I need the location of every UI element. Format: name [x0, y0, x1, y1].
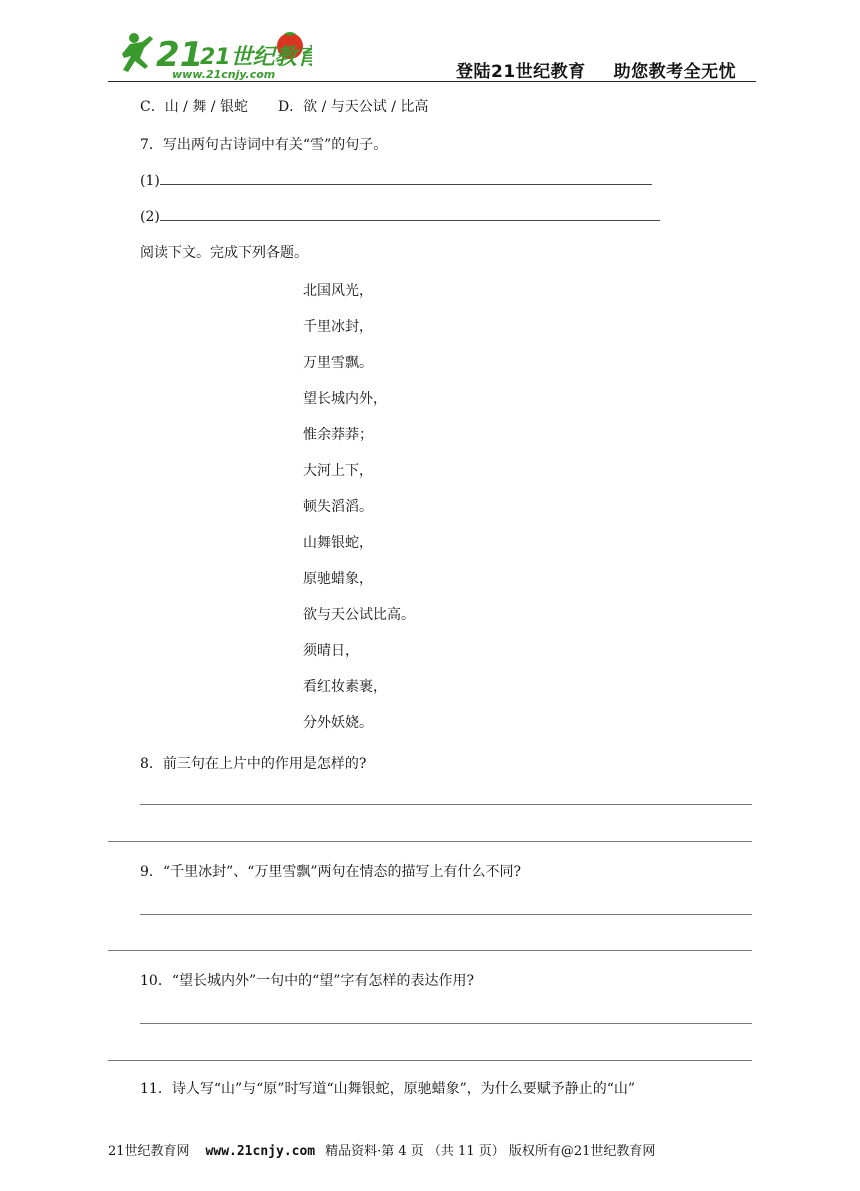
poem-line: 须晴日， [303, 643, 359, 659]
poem-line: 山舞银蛇， [303, 535, 373, 551]
q9-answer-line[interactable] [140, 914, 752, 915]
poem-line: 顿失滔滔。 [303, 499, 373, 515]
logo-url: www.21cnjy.com [172, 68, 276, 81]
poem-line: 千里冰封， [303, 319, 373, 335]
poem-line: 望长城内外， [303, 391, 387, 407]
reading-intro: 阅读下文。完成下列各题。 [140, 245, 308, 261]
q7-answer-2-label: (2) [140, 209, 160, 225]
q7-answer-1-blank[interactable] [160, 172, 652, 185]
site-logo [112, 28, 312, 82]
poem-line: 惟余莽莽； [303, 427, 373, 443]
options-line [140, 98, 428, 116]
q10-answer-line[interactable] [140, 1023, 752, 1024]
poem-line: 北国风光， [303, 283, 373, 299]
question-9: 9．“千里冰封”、“万里雪飘”两句在情态的描写上有什么不同? [140, 864, 522, 880]
poem-line: 欲与天公试比高。 [303, 607, 415, 623]
q7-answer-2-blank[interactable] [160, 208, 660, 221]
logo-text: 21世纪教育 [200, 45, 312, 70]
header-slogan [456, 57, 736, 82]
footer-left: 21世纪教育网 [108, 1144, 190, 1159]
poem-line: 大河上下， [303, 463, 373, 479]
poem-line: 看红妆素裹， [303, 679, 387, 695]
q7-answer-2 [140, 208, 660, 226]
q7-answer-1-label: (1) [140, 173, 160, 189]
runner-icon [122, 33, 153, 72]
q9-answer-line[interactable] [108, 950, 752, 951]
page-footer [108, 1140, 655, 1159]
logo-21: 21 [156, 35, 204, 75]
poem-line: 分外妖娆。 [303, 715, 373, 731]
poem-line: 万里雪飘。 [303, 355, 373, 371]
q8-answer-line[interactable] [108, 841, 752, 842]
poem-line: 原驰蜡象， [303, 571, 373, 587]
q7-answer-1 [140, 172, 652, 190]
slogan-left: 登陆21世纪教育 [456, 62, 586, 82]
q10-answer-line[interactable] [108, 1060, 752, 1061]
header-divider [108, 81, 756, 82]
slogan-right: 助您教考全无忧 [613, 62, 737, 82]
question-11: 11．诗人写“山”与“原”时写道“山舞银蛇，原驰蜡象”，为什么要赋予静止的“山” [140, 1081, 636, 1097]
q8-answer-line[interactable] [140, 804, 752, 805]
question-10: 10．“望长城内外”一句中的“望”字有怎样的表达作用? [140, 973, 474, 989]
question-8: 8．前三句在上片中的作用是怎样的? [140, 756, 367, 772]
question-7: 7．写出两句古诗词中有关“雪”的句子。 [140, 137, 388, 153]
option-d: D．欲 / 与天公试 / 比高 [277, 99, 429, 115]
footer-site-link[interactable]: www.21cnjy.com [205, 1144, 316, 1159]
option-c: C．山 / 舞 / 银蛇 [140, 99, 248, 115]
footer-right: 精品资料·第 4 页 （共 11 页） 版权所有@21世纪教育网 [325, 1144, 656, 1159]
